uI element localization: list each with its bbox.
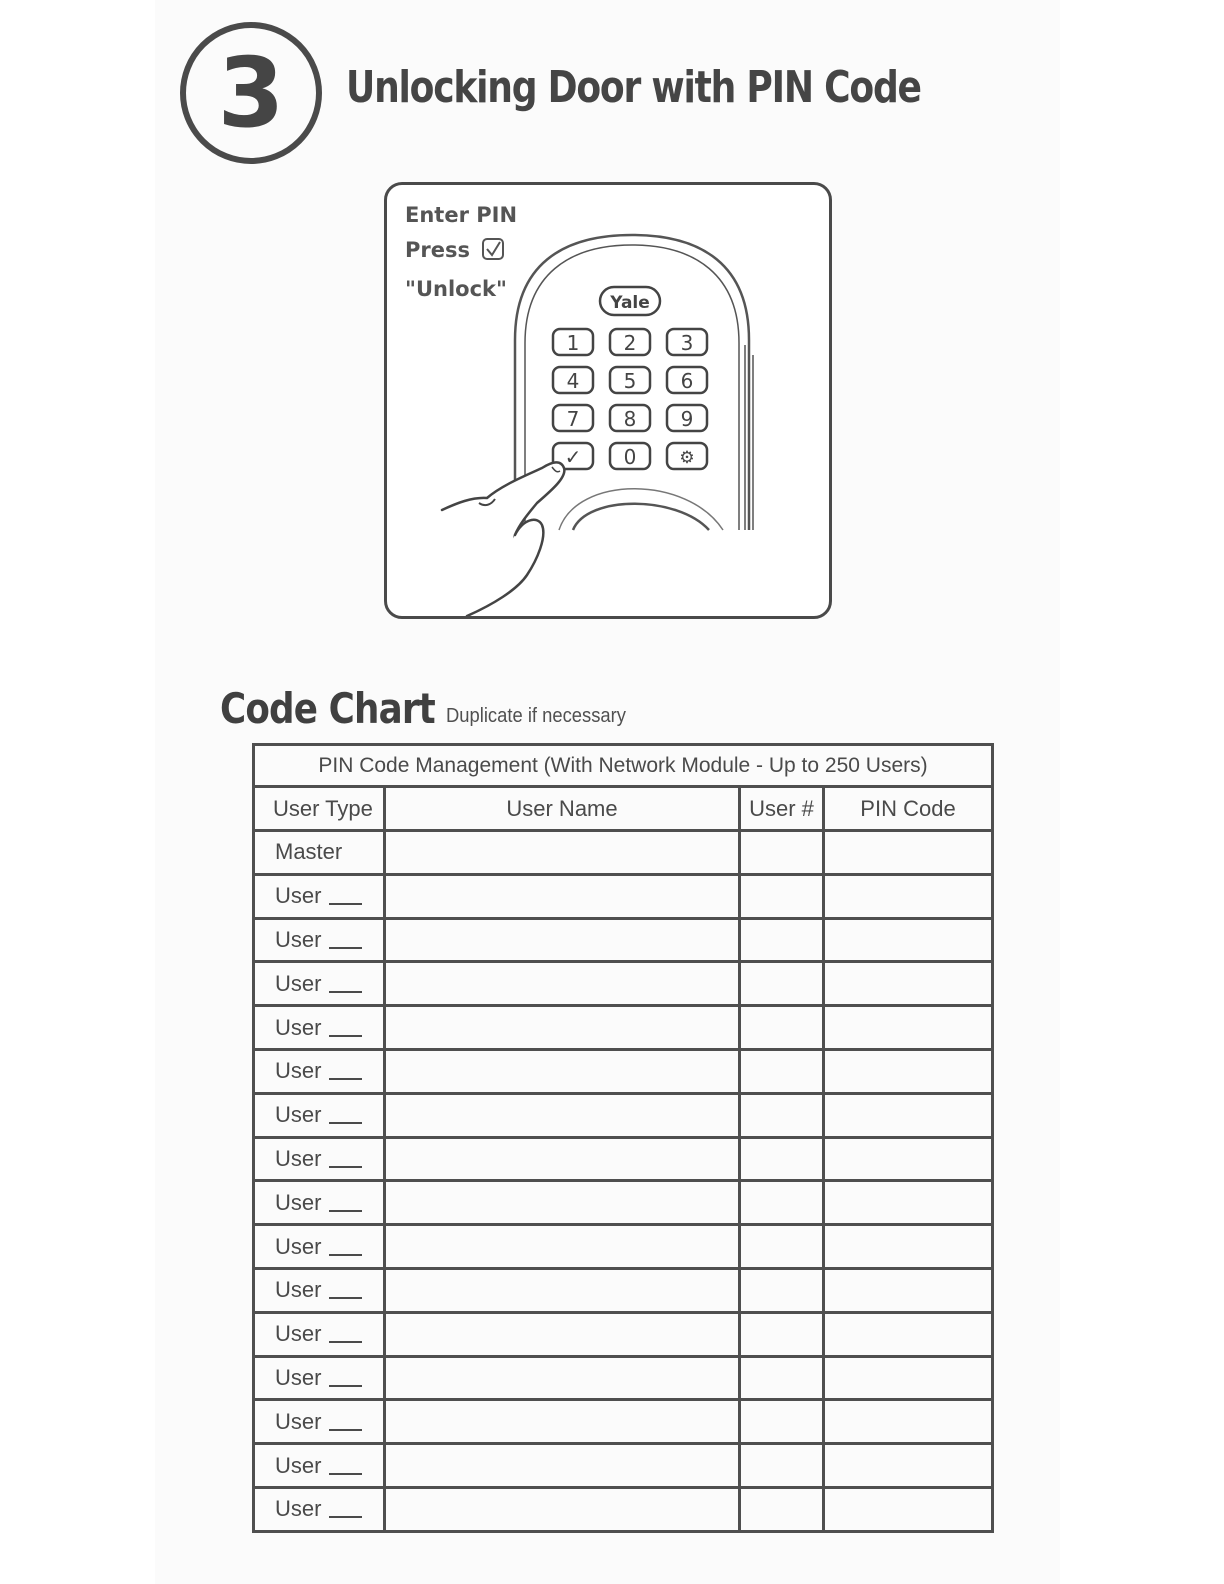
user-name-cell[interactable] <box>385 1049 740 1093</box>
user-type-label: User <box>275 1189 322 1215</box>
table-row <box>254 1137 993 1181</box>
user-number-cell[interactable] <box>740 1181 824 1225</box>
svg-text:7: 7 <box>566 407 580 431</box>
table-row <box>254 1268 993 1312</box>
column-header-user-name: User Name <box>385 787 740 831</box>
user-number-cell[interactable] <box>740 1400 824 1444</box>
user-slot-blank[interactable] <box>329 1385 362 1387</box>
user-slot-blank[interactable] <box>329 1254 362 1256</box>
key-0 <box>610 443 650 469</box>
user-slot-blank[interactable] <box>329 1516 362 1518</box>
step-number-badge <box>180 22 322 164</box>
user-name-cell[interactable] <box>385 1006 740 1050</box>
column-header-pin-code: PIN Code <box>824 787 993 831</box>
key-9 <box>667 405 707 431</box>
user-type-cell <box>254 1400 385 1444</box>
user-slot-blank[interactable] <box>329 1429 362 1431</box>
user-type-cell <box>254 1444 385 1488</box>
user-name-cell[interactable] <box>385 1487 740 1531</box>
user-name-cell[interactable] <box>385 1268 740 1312</box>
table-row <box>254 874 993 918</box>
column-header-user-type: User Type <box>254 787 385 831</box>
svg-text:0: 0 <box>623 445 637 469</box>
pin-code-cell[interactable] <box>824 1093 993 1137</box>
table-caption: PIN Code Management (With Network Module - Up to 250 Users) <box>254 745 993 787</box>
key-4 <box>553 367 593 393</box>
user-slot-blank[interactable] <box>329 1297 362 1299</box>
user-type-label: User <box>275 1058 322 1084</box>
user-type-cell <box>254 1356 385 1400</box>
check-box-icon <box>483 239 503 259</box>
user-number-cell[interactable] <box>740 1049 824 1093</box>
pin-code-table <box>252 743 994 1533</box>
table-row <box>254 1225 993 1269</box>
pin-code-cell[interactable] <box>824 1312 993 1356</box>
user-slot-blank[interactable] <box>329 991 362 993</box>
user-name-cell[interactable] <box>385 1225 740 1269</box>
user-type-cell <box>254 1181 385 1225</box>
table-row <box>254 1181 993 1225</box>
user-type-label: User <box>275 1452 322 1478</box>
user-name-cell[interactable] <box>385 874 740 918</box>
step-title: Unlocking Door with PIN Code <box>346 62 921 113</box>
key-6 <box>667 367 707 393</box>
user-name-cell[interactable] <box>385 1137 740 1181</box>
user-type-label: User <box>275 1102 322 1128</box>
table-body <box>254 831 993 1532</box>
pin-code-cell[interactable] <box>824 1181 993 1225</box>
user-name-cell[interactable] <box>385 962 740 1006</box>
pin-code-cell[interactable] <box>824 1006 993 1050</box>
user-type-cell <box>254 962 385 1006</box>
svg-text:2: 2 <box>623 331 637 355</box>
user-name-cell[interactable] <box>385 831 740 875</box>
table-row <box>254 1356 993 1400</box>
user-name-cell[interactable] <box>385 1093 740 1137</box>
table-row <box>254 1093 993 1137</box>
user-number-cell[interactable] <box>740 1006 824 1050</box>
user-type-label: Master <box>275 839 343 865</box>
user-slot-blank[interactable] <box>329 1035 362 1037</box>
user-type-label: User <box>275 1233 322 1259</box>
user-number-cell[interactable] <box>740 831 824 875</box>
thumbturn-arc <box>573 504 709 530</box>
pin-code-cell[interactable] <box>824 874 993 918</box>
pin-code-cell[interactable] <box>824 1356 993 1400</box>
pin-code-cell[interactable] <box>824 1444 993 1488</box>
table-header-row <box>254 787 993 831</box>
user-type-cell <box>254 1312 385 1356</box>
pin-code-cell[interactable] <box>824 1487 993 1531</box>
svg-text:1: 1 <box>566 331 580 355</box>
svg-text:4: 4 <box>566 369 580 393</box>
user-name-cell[interactable] <box>385 1444 740 1488</box>
user-type-label: User <box>275 1321 322 1347</box>
user-name-cell[interactable] <box>385 1400 740 1444</box>
user-number-cell[interactable] <box>740 1312 824 1356</box>
instruction-press: Press <box>405 238 470 262</box>
user-type-label: User <box>275 883 322 909</box>
user-number-cell[interactable] <box>740 918 824 962</box>
column-header-user-number: User # <box>740 787 824 831</box>
instruction-unlock: "Unlock" <box>405 277 507 301</box>
user-type-cell <box>254 1137 385 1181</box>
user-slot-blank[interactable] <box>329 1078 362 1080</box>
user-type-cell <box>254 1006 385 1050</box>
pin-code-cell[interactable] <box>824 962 993 1006</box>
user-slot-blank[interactable] <box>329 1122 362 1124</box>
table-row <box>254 1444 993 1488</box>
pin-code-cell[interactable] <box>824 1400 993 1444</box>
table-row <box>254 918 993 962</box>
user-slot-blank[interactable] <box>329 1166 362 1168</box>
user-type-label: User <box>275 1408 322 1434</box>
pin-code-cell[interactable] <box>824 1049 993 1093</box>
table-row <box>254 1312 993 1356</box>
svg-text:8: 8 <box>623 407 637 431</box>
user-type-label: User <box>275 1014 322 1040</box>
user-type-cell <box>254 1268 385 1312</box>
key-2 <box>610 329 650 355</box>
key-3 <box>667 329 707 355</box>
user-number-cell[interactable] <box>740 1225 824 1269</box>
key-8 <box>610 405 650 431</box>
table-row <box>254 1049 993 1093</box>
user-name-cell[interactable] <box>385 1356 740 1400</box>
pin-code-cell[interactable] <box>824 1137 993 1181</box>
user-type-label: User <box>275 1145 322 1171</box>
user-name-cell[interactable] <box>385 1312 740 1356</box>
user-type-label: User <box>275 1364 322 1390</box>
table-row <box>254 1006 993 1050</box>
user-type-label: User <box>275 1277 322 1303</box>
user-type-label: User <box>275 926 322 952</box>
pin-code-cell[interactable] <box>824 831 993 875</box>
svg-text:6: 6 <box>680 369 694 393</box>
user-type-cell <box>254 831 385 875</box>
user-type-label: User <box>275 1496 322 1522</box>
key-7 <box>553 405 593 431</box>
user-type-cell <box>254 918 385 962</box>
user-slot-blank[interactable] <box>329 1473 362 1475</box>
key-settings <box>667 443 707 469</box>
svg-text:3: 3 <box>680 331 694 355</box>
thumbturn-arc-outer <box>559 489 723 530</box>
instruction-enter-pin: Enter PIN <box>405 203 518 227</box>
pin-code-cell[interactable] <box>824 1225 993 1269</box>
user-number-cell[interactable] <box>740 1487 824 1531</box>
user-number-cell[interactable] <box>740 1444 824 1488</box>
key-1 <box>553 329 593 355</box>
step-number: 3 <box>217 37 285 149</box>
svg-text:9: 9 <box>680 407 694 431</box>
user-number-cell[interactable] <box>740 962 824 1006</box>
user-number-cell[interactable] <box>740 1268 824 1312</box>
user-type-cell <box>254 1487 385 1531</box>
user-type-cell <box>254 1225 385 1269</box>
pin-code-cell[interactable] <box>824 1268 993 1312</box>
brand-logo: Yale <box>610 293 650 313</box>
user-number-cell[interactable] <box>740 874 824 918</box>
user-name-cell[interactable] <box>385 1181 740 1225</box>
keypad-illustration <box>384 182 832 619</box>
code-chart-heading: Code Chart <box>220 684 435 733</box>
pin-code-cell[interactable] <box>824 918 993 962</box>
user-slot-blank[interactable] <box>329 903 362 905</box>
user-number-cell[interactable] <box>740 1137 824 1181</box>
user-number-cell[interactable] <box>740 1356 824 1400</box>
svg-text:5: 5 <box>623 369 637 393</box>
user-type-cell <box>254 1093 385 1137</box>
user-name-cell[interactable] <box>385 918 740 962</box>
svg-text:✓: ✓ <box>564 445 582 469</box>
svg-text:⚙: ⚙ <box>679 448 695 468</box>
key-5 <box>610 367 650 393</box>
hand-pressing-icon <box>442 462 564 616</box>
user-type-cell <box>254 1049 385 1093</box>
code-chart-subheading: Duplicate if necessary <box>446 705 627 727</box>
table-row <box>254 1487 993 1531</box>
user-slot-blank[interactable] <box>329 947 362 949</box>
user-slot-blank[interactable] <box>329 1341 362 1343</box>
user-type-label: User <box>275 970 322 996</box>
key-grid <box>553 329 707 469</box>
user-type-cell <box>254 874 385 918</box>
user-slot-blank[interactable] <box>329 1210 362 1212</box>
table-row <box>254 962 993 1006</box>
table-row <box>254 831 993 875</box>
user-number-cell[interactable] <box>740 1093 824 1137</box>
table-row <box>254 1400 993 1444</box>
